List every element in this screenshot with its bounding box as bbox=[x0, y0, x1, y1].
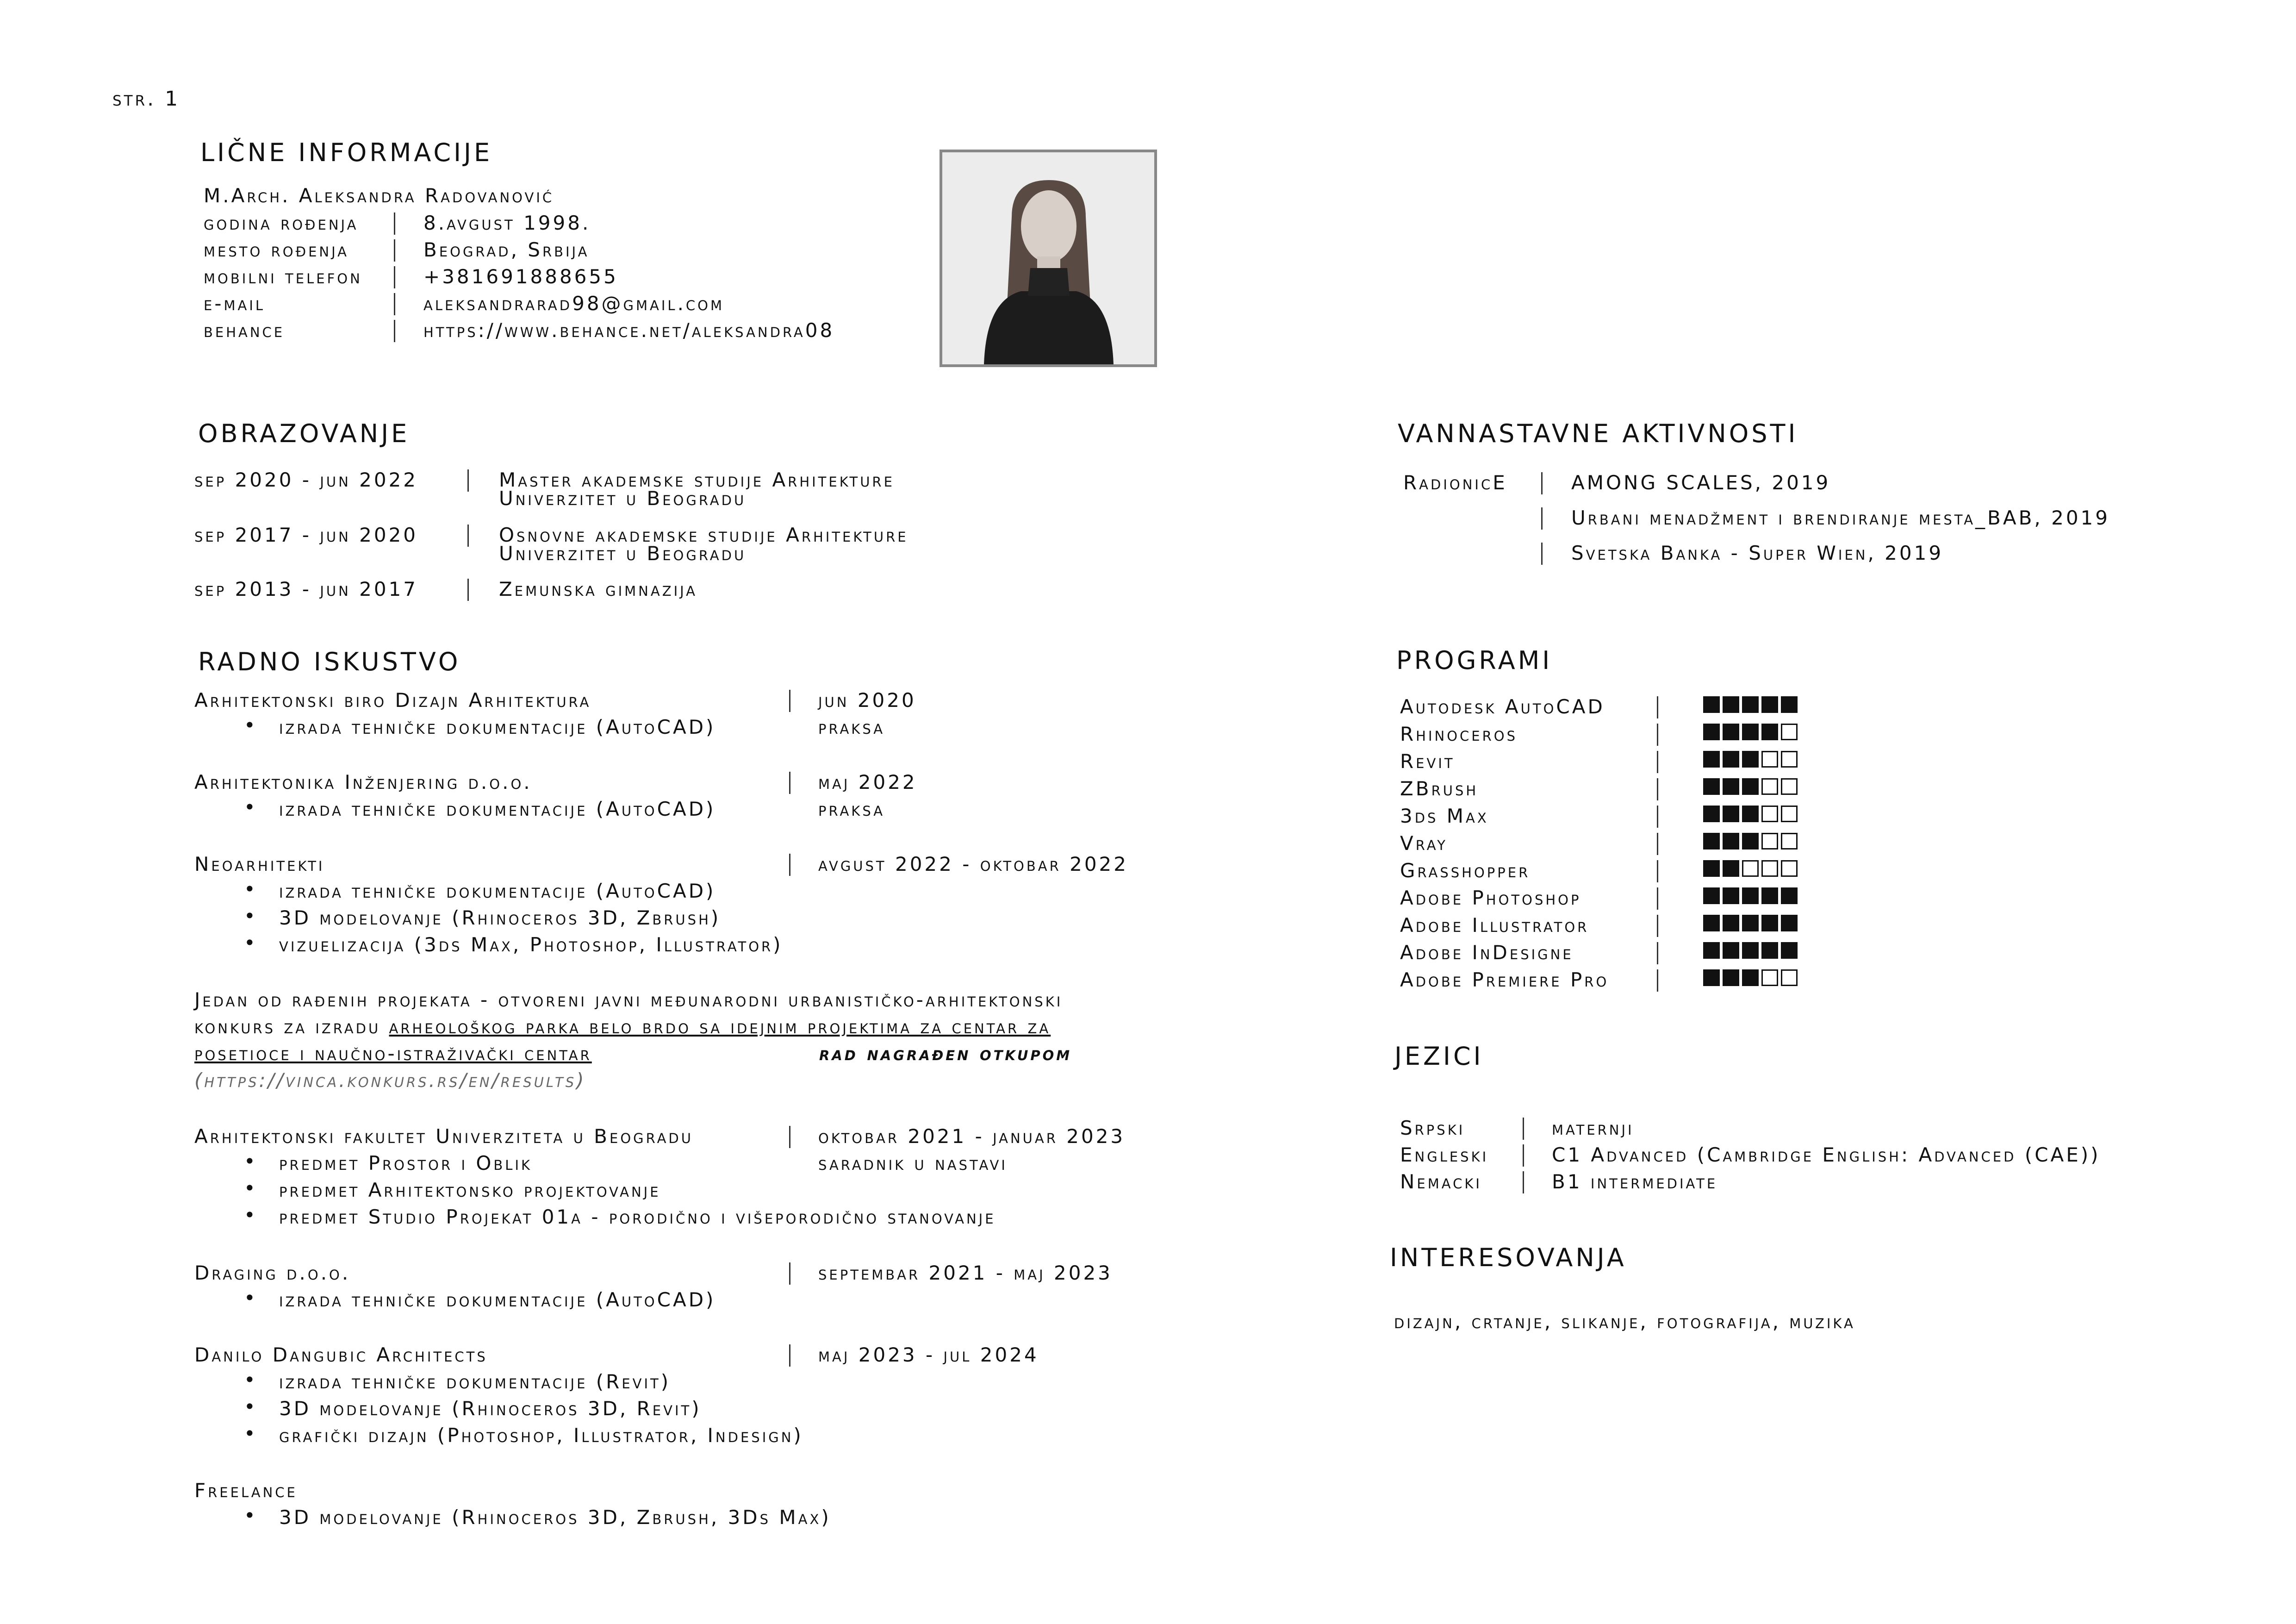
info-separator bbox=[394, 212, 395, 235]
skill-box-filled bbox=[1761, 942, 1778, 959]
job-separator bbox=[789, 1126, 790, 1148]
job-separator bbox=[789, 1344, 790, 1367]
skill-box-filled bbox=[1703, 751, 1720, 768]
job-separator bbox=[789, 854, 790, 876]
bullet-dot: • bbox=[244, 1150, 255, 1173]
skill-box-filled bbox=[1723, 778, 1739, 795]
skill-box-filled bbox=[1742, 806, 1759, 822]
skill-rating bbox=[1703, 833, 1800, 849]
language-name: Srpski bbox=[1400, 1117, 1465, 1139]
job-task: izrada tehničke dokumentacije (AutoCAD) bbox=[279, 716, 716, 738]
info-value: 8.avgust 1998. bbox=[423, 212, 591, 234]
skill-box-filled bbox=[1723, 806, 1739, 822]
skill-box-filled bbox=[1742, 969, 1759, 986]
job-role: saradnik u nastavi bbox=[818, 1152, 1008, 1174]
job-period: septembar 2021 - maj 2023 bbox=[818, 1262, 1113, 1284]
info-separator bbox=[394, 293, 395, 315]
job-period: avgust 2022 - oktobar 2022 bbox=[818, 853, 1128, 875]
skill-box-filled bbox=[1723, 860, 1739, 877]
job-period: maj 2022 bbox=[818, 771, 917, 793]
education-period: sep 2017 - jun 2020 bbox=[194, 524, 418, 546]
activity-separator bbox=[1541, 472, 1543, 494]
activity-separator bbox=[1541, 543, 1543, 565]
job-task: vizuelizacija (3ds Max, Photoshop, Illustrator) bbox=[279, 933, 783, 956]
info-label: mobilni telefon bbox=[204, 265, 362, 288]
language-level: maternji bbox=[1552, 1117, 1634, 1139]
program-name: Adobe Photoshop bbox=[1400, 887, 1581, 909]
activities-heading: VANNASTAVNE AKTIVNOSTI bbox=[1398, 419, 1798, 448]
job-company: Draging d.o.o. bbox=[194, 1262, 351, 1284]
bullet-dot: • bbox=[244, 1204, 255, 1226]
skill-box-filled bbox=[1723, 942, 1739, 959]
skill-box-filled bbox=[1742, 696, 1759, 713]
job-task: izrada tehničke dokumentacije (AutoCAD) bbox=[279, 880, 716, 902]
skill-box-empty bbox=[1761, 751, 1778, 768]
education-institution: Univerzitet u Beogradu bbox=[499, 542, 747, 565]
skill-box-filled bbox=[1703, 942, 1720, 959]
project-link-part-2[interactable]: posetioce i naučno-istraživački centar bbox=[194, 1042, 592, 1065]
skill-box-filled bbox=[1703, 833, 1720, 849]
skill-box-filled bbox=[1742, 751, 1759, 768]
program-separator bbox=[1657, 860, 1658, 882]
job-company: Freelance bbox=[194, 1479, 298, 1502]
skill-box-empty bbox=[1761, 778, 1778, 795]
job-task: 3D modelovanje (Rhinoceros 3D, Zbrush, 3Ds Max) bbox=[279, 1506, 831, 1529]
project-line-1: Jedan od rađenih projekata - otvoreni javni međunarodni urbanističko-arhitektonski bbox=[194, 988, 1063, 1011]
skill-box-filled bbox=[1703, 724, 1720, 740]
activity-item: Urbani menadžment i brendiranje mesta_BAB, 2019 bbox=[1571, 506, 2110, 529]
program-separator bbox=[1657, 969, 1658, 992]
skill-rating bbox=[1703, 942, 1800, 959]
interests-text: dizajn, crtanje, slikanje, fotografija, muzika bbox=[1394, 1310, 1855, 1333]
skill-box-filled bbox=[1761, 696, 1778, 713]
program-name: Grasshopper bbox=[1400, 859, 1531, 882]
job-task: izrada tehničke dokumentacije (AutoCAD) bbox=[279, 1288, 716, 1311]
project-url[interactable]: (https://vinca.konkurs.rs/en/results) bbox=[194, 1069, 586, 1092]
job-period: maj 2023 - jul 2024 bbox=[818, 1343, 1039, 1366]
skill-rating bbox=[1703, 778, 1800, 795]
skill-box-empty bbox=[1761, 860, 1778, 877]
skill-rating bbox=[1703, 751, 1800, 768]
skill-rating bbox=[1703, 969, 1800, 986]
education-heading: OBRAZOVANJE bbox=[198, 419, 410, 448]
bullet-dot: • bbox=[244, 905, 255, 927]
language-level: C1 Advanced (Cambridge English: Advanced (CAE)) bbox=[1552, 1143, 2101, 1166]
program-name: Rhinoceros bbox=[1400, 723, 1518, 745]
skill-box-filled bbox=[1742, 887, 1759, 904]
language-name: Nemacki bbox=[1400, 1170, 1482, 1193]
job-task: 3D modelovanje (Rhinoceros 3D, Revit) bbox=[279, 1397, 702, 1420]
program-separator bbox=[1657, 915, 1658, 937]
skill-box-filled bbox=[1781, 942, 1798, 959]
project-link-part-1[interactable]: arheološkog parka belo brdo sa idejnim projektima za centar za bbox=[389, 1015, 1051, 1038]
skill-box-filled bbox=[1723, 969, 1739, 986]
skill-box-empty bbox=[1781, 751, 1798, 768]
award-note: rad nagrađen otkupom bbox=[819, 1042, 1072, 1065]
skill-rating bbox=[1703, 915, 1800, 931]
skill-box-filled bbox=[1781, 887, 1798, 904]
skill-rating bbox=[1703, 696, 1800, 713]
project-line-2 bbox=[194, 1015, 1051, 1038]
job-separator bbox=[789, 690, 790, 712]
program-name: Adobe InDesigne bbox=[1400, 941, 1574, 964]
skill-box-empty bbox=[1761, 833, 1778, 849]
info-label: mesto rođenja bbox=[204, 238, 349, 261]
program-name: Adobe Premiere Pro bbox=[1400, 968, 1609, 991]
info-value: aleksandrarad98@gmail.com bbox=[423, 292, 725, 315]
activities-label: RadionicE bbox=[1403, 471, 1507, 494]
skill-box-filled bbox=[1761, 887, 1778, 904]
skill-box-filled bbox=[1703, 778, 1720, 795]
skill-box-empty bbox=[1781, 806, 1798, 822]
skill-box-filled bbox=[1723, 724, 1739, 740]
program-separator bbox=[1657, 696, 1658, 718]
program-separator bbox=[1657, 751, 1658, 773]
bullet-dot: • bbox=[244, 1395, 255, 1418]
skill-box-filled bbox=[1742, 724, 1759, 740]
skill-box-filled bbox=[1723, 915, 1739, 931]
bullet-dot: • bbox=[244, 931, 255, 954]
job-separator bbox=[789, 1262, 790, 1285]
program-name: Autodesk AutoCAD bbox=[1400, 695, 1605, 718]
activity-item: Svetska Banka - Super Wien, 2019 bbox=[1571, 542, 1944, 564]
program-name: Vray bbox=[1400, 832, 1448, 855]
bullet-dot: • bbox=[244, 1504, 255, 1527]
skill-box-empty bbox=[1781, 860, 1798, 877]
info-value: Beograd, Srbija bbox=[423, 238, 590, 261]
program-separator bbox=[1657, 887, 1658, 910]
bullet-dot: • bbox=[244, 1422, 255, 1445]
job-separator bbox=[789, 772, 790, 794]
language-separator bbox=[1523, 1118, 1524, 1140]
program-name: Revit bbox=[1400, 750, 1455, 773]
skill-box-empty bbox=[1761, 806, 1778, 822]
language-separator bbox=[1523, 1144, 1524, 1167]
skill-box-filled bbox=[1742, 778, 1759, 795]
skill-box-filled bbox=[1703, 860, 1720, 877]
full-name: M.Arch. Aleksandra Radovanović bbox=[204, 184, 554, 207]
skill-box-filled bbox=[1703, 806, 1720, 822]
skill-box-empty bbox=[1742, 860, 1759, 877]
job-task: predmet Prostor i Oblik bbox=[279, 1152, 533, 1174]
skill-box-empty bbox=[1761, 969, 1778, 986]
job-company: Arhitektonika Inženjering d.o.o. bbox=[194, 771, 532, 793]
job-role: praksa bbox=[818, 716, 885, 738]
education-period: sep 2013 - jun 2017 bbox=[194, 578, 418, 600]
languages-heading: JEZICI bbox=[1394, 1042, 1484, 1071]
job-company: Arhitektonski biro Dizajn Arhitektura bbox=[194, 689, 591, 712]
job-period: jun 2020 bbox=[818, 689, 916, 712]
work-heading: RADNO ISKUSTVO bbox=[198, 647, 461, 676]
job-company: Danilo Dangubic Architects bbox=[194, 1343, 488, 1366]
language-level: B1 intermediate bbox=[1552, 1170, 1718, 1193]
bullet-dot: • bbox=[244, 1287, 255, 1309]
language-separator bbox=[1523, 1171, 1524, 1193]
education-title: Zemunska gimnazija bbox=[499, 578, 698, 600]
education-separator bbox=[467, 579, 469, 601]
program-name: Adobe Illustrator bbox=[1400, 914, 1589, 937]
bullet-dot: • bbox=[244, 878, 255, 900]
skill-rating bbox=[1703, 887, 1800, 904]
skill-box-filled bbox=[1723, 833, 1739, 849]
info-value: https://www.behance.net/aleksandra08 bbox=[423, 319, 835, 342]
info-separator bbox=[394, 239, 395, 262]
skill-rating bbox=[1703, 806, 1800, 822]
skill-box-filled bbox=[1761, 915, 1778, 931]
skill-box-filled bbox=[1742, 915, 1759, 931]
program-separator bbox=[1657, 724, 1658, 746]
job-role: praksa bbox=[818, 798, 885, 820]
skill-rating bbox=[1703, 724, 1800, 740]
skill-box-filled bbox=[1703, 915, 1720, 931]
portrait-image bbox=[942, 152, 1154, 364]
personal-heading: LIČNE INFORMACIJE bbox=[200, 138, 493, 167]
job-task: 3D modelovanje (Rhinoceros 3D, Zbrush) bbox=[279, 906, 721, 929]
job-company: Neoarhitekti bbox=[194, 853, 325, 875]
skill-box-filled bbox=[1781, 915, 1798, 931]
education-separator bbox=[467, 469, 469, 492]
skill-box-filled bbox=[1703, 887, 1720, 904]
education-period: sep 2020 - jun 2022 bbox=[194, 468, 418, 491]
skill-box-filled bbox=[1723, 696, 1739, 713]
info-separator bbox=[394, 266, 395, 288]
education-title: Master akademske studije Arhitekture bbox=[499, 468, 895, 491]
programs-heading: PROGRAMI bbox=[1396, 646, 1553, 675]
program-name: ZBrush bbox=[1400, 777, 1479, 800]
bullet-dot: • bbox=[244, 1177, 255, 1199]
skill-box-filled bbox=[1761, 724, 1778, 740]
job-company: Arhitektonski fakultet Univerziteta u Beogradu bbox=[194, 1125, 693, 1148]
bullet-dot: • bbox=[244, 714, 255, 737]
education-separator bbox=[467, 525, 469, 547]
job-task: predmet Studio Projekat 01a - porodično i višeporodično stanovanje bbox=[279, 1206, 996, 1228]
skill-box-filled bbox=[1781, 696, 1798, 713]
education-title: Osnovne akademske studije Arhitekture bbox=[499, 524, 908, 546]
page-label: str. 1 bbox=[112, 87, 180, 111]
profile-photo bbox=[940, 150, 1157, 367]
program-separator bbox=[1657, 778, 1658, 800]
skill-box-empty bbox=[1781, 724, 1798, 740]
job-task: grafički dizajn (Photoshop, Illustrator, Indesign) bbox=[279, 1424, 803, 1447]
job-task: izrada tehničke dokumentacije (AutoCAD) bbox=[279, 798, 716, 820]
bullet-dot: • bbox=[244, 1368, 255, 1391]
program-separator bbox=[1657, 806, 1658, 828]
skill-box-filled bbox=[1703, 696, 1720, 713]
info-label: behance bbox=[204, 319, 285, 342]
program-separator bbox=[1657, 942, 1658, 964]
info-label: godina rođenja bbox=[204, 212, 359, 234]
skill-box-filled bbox=[1723, 751, 1739, 768]
skill-box-filled bbox=[1723, 887, 1739, 904]
activity-separator bbox=[1541, 507, 1543, 530]
program-separator bbox=[1657, 833, 1658, 855]
skill-box-filled bbox=[1742, 942, 1759, 959]
bullet-dot: • bbox=[244, 796, 255, 818]
job-task: izrada tehničke dokumentacije (Revit) bbox=[279, 1370, 671, 1393]
education-institution: Univerzitet u Beogradu bbox=[499, 487, 747, 510]
skill-rating bbox=[1703, 860, 1800, 877]
info-separator bbox=[394, 320, 395, 342]
program-name: 3ds Max bbox=[1400, 805, 1489, 827]
skill-box-empty bbox=[1781, 778, 1798, 795]
skill-box-empty bbox=[1781, 969, 1798, 986]
interests-heading: INTERESOVANJA bbox=[1390, 1243, 1627, 1272]
activity-item: AMONG SCALES, 2019 bbox=[1571, 471, 1831, 494]
job-period: oktobar 2021 - januar 2023 bbox=[818, 1125, 1126, 1148]
info-label: e-mail bbox=[204, 292, 266, 315]
job-task: predmet Arhitektonsko projektovanje bbox=[279, 1179, 661, 1201]
skill-box-empty bbox=[1781, 833, 1798, 849]
info-value: +381691888655 bbox=[423, 265, 618, 288]
language-name: Engleski bbox=[1400, 1143, 1489, 1166]
skill-box-filled bbox=[1742, 833, 1759, 849]
project-line-2-text: konkurs za izradu bbox=[194, 1015, 389, 1038]
skill-box-filled bbox=[1703, 969, 1720, 986]
